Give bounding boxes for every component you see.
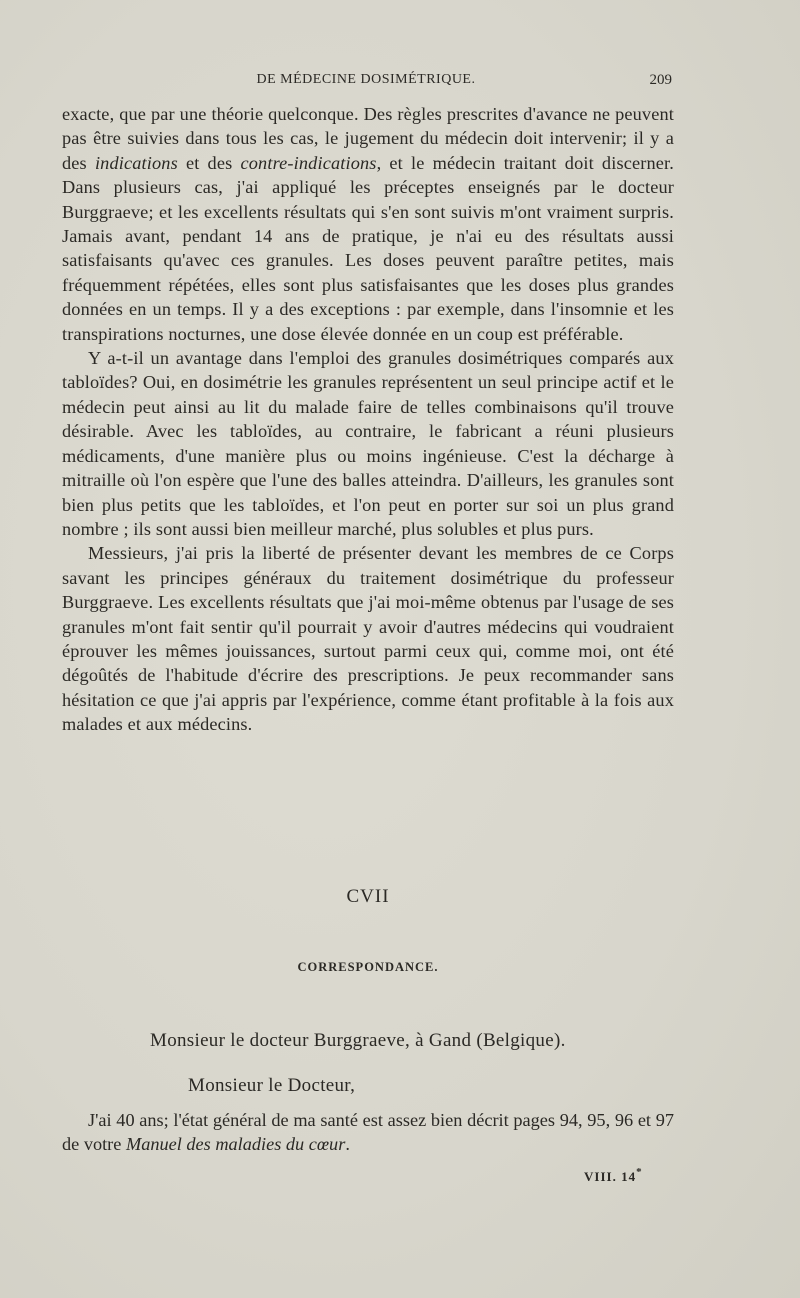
signature-mark-asterisk: * <box>636 1166 643 1178</box>
paragraph-1-italic-indications: indications <box>94 152 178 173</box>
signature-mark-text: VIII. 14 <box>584 1169 637 1184</box>
running-title: DE MÉDECINE DOSIMÉTRIQUE. <box>256 72 476 87</box>
paragraph-1-text-c: , et le médecin traitant doit discerner. Dans plusieurs cas, j'ai appliqué les préceptes enseignés par le docteur Burggraeve; et les excellents résultats qui s'en sont suivis m'ont vraiment surpris. Jamais avant, pendant 14 ans de pratique, je n'ai eu des résultats aussi satisfaisants qu'avec ces granules. Les doses peuvent paraître petites, mais fréquemment répétées, elles sont plus satisfaisantes que les doses plus grandes données en un temps. Il y a des exceptions : par exemple, dans l'insomnie et les transpirations nocturnes, une dose élevée donnée en un coup est préférable. <box>62 152 674 344</box>
paragraph-1 <box>62 102 674 346</box>
letter-body <box>62 1108 674 1157</box>
page-header <box>60 72 672 96</box>
section-title: CORRESPONDANCE. <box>297 960 439 974</box>
paragraph-1-text-b: et des <box>177 152 241 173</box>
paragraph-3-text: Messieurs, j'ai pris la liberté de présenter devant les membres de ce Corps savant les principes généraux du traitement dosimétrique du professeur Burggraeve. Les excellents résultats que j'ai moi-même obtenus par l'usage de ses granules m'ont fait sentir qu'il pourrait y avoir d'autres médecins qui voudraient éprouver les mêmes jouissances, surtout parmi ceux qui, comme moi, ont été dégoûtés de l'habitude d'écrire des prescriptions. Je peux recommander sans hésitation ce que j'ai appris par l'expérience, comme étant profitable à la fois aux malades et aux médecins. <box>62 543 674 735</box>
page-number: 209 <box>649 72 672 88</box>
letter-text-b: . <box>345 1134 350 1155</box>
paragraph-2 <box>62 346 674 541</box>
letter-text-a: J'ai 40 ans; l'état général de ma santé est assez bien décrit pages 94, 95, 96 et 97 de votre <box>62 1110 674 1155</box>
main-text <box>62 102 674 737</box>
signature-mark <box>584 1166 643 1185</box>
letter-book-title: Manuel des maladies du cœur <box>125 1134 346 1155</box>
paragraph-3 <box>62 541 674 736</box>
section-number: CVII <box>346 886 390 907</box>
letter-salutation: Monsieur le Docteur, <box>188 1075 356 1096</box>
paragraph-2-text: Y a-t-il un avantage dans l'emploi des granules dosimétriques comparés aux tabloïdes? Oui, en dosimétrie les granules représentent un seul principe actif et le médecin peut ainsi au lit du malade faire de telles combinaisons qu'il trouve désirable. Avec les tabloïdes, au contraire, le fabricant a réuni plusieurs médicaments, d'une manière plus ou moins ingénieuse. C'est la décharge à mitraille où l'on espère que l'une des balles atteindra. D'ailleurs, les granules sont bien plus petits que les tabloïdes, et l'on peut en porter sur soi un plus grand nombre ; ils sont aussi bien meilleur marché, plus solubles et plus purs. <box>62 348 674 539</box>
letter-paragraph <box>62 1108 674 1157</box>
paragraph-1-text-a: exacte, que par une théorie quelconque. Des règles prescrites d'avance ne peuvent pas être suivies dans tous les cas, le jugement du médecin doit intervenir; il y a des <box>62 104 674 173</box>
paragraph-1-italic-contre-indications: contre-indications <box>240 152 377 173</box>
letter-address: Monsieur le docteur Burggraeve, à Gand (Belgique). <box>150 1030 566 1051</box>
